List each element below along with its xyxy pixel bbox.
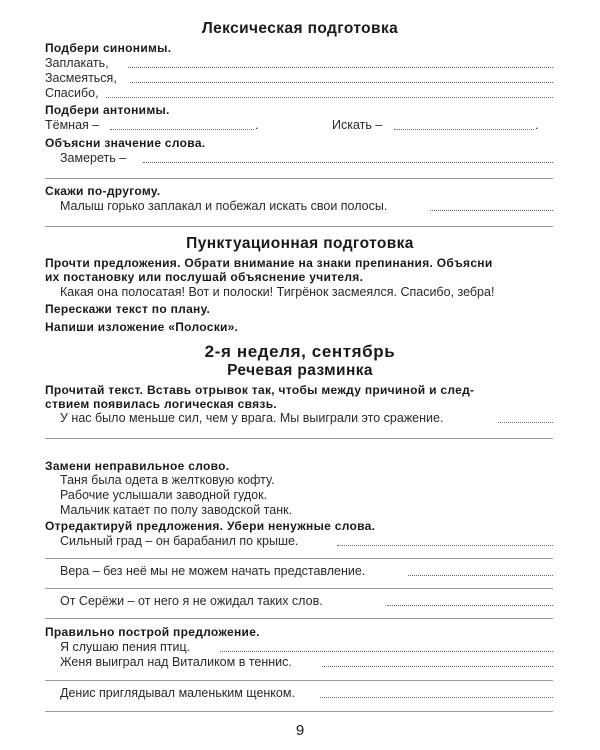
- rephrase-instruction: Скажи по-другому.: [45, 184, 161, 198]
- edit-sentence: Вера – без неё мы не можем начать представление.: [60, 564, 366, 578]
- answer-line[interactable]: [128, 67, 553, 68]
- antonym-dot: .: [535, 118, 539, 132]
- answer-line[interactable]: [322, 666, 553, 667]
- antonyms-instruction: Подбери антонимы.: [45, 103, 170, 117]
- meaning-word: Замереть –: [60, 151, 127, 165]
- construct-sentence: Денис приглядывал маленьким щенком.: [60, 686, 295, 700]
- edit-sentence: От Серёжи – от него я не ожидал таких слов.: [60, 594, 323, 608]
- answer-line[interactable]: [498, 422, 553, 423]
- answer-line[interactable]: [430, 210, 553, 211]
- punctuation-instruction: Прочти предложения. Обрати внимание на знаки препинания. Объясни: [45, 256, 493, 270]
- answer-line[interactable]: [220, 651, 553, 652]
- answer-line[interactable]: [387, 605, 553, 606]
- answer-line[interactable]: [143, 162, 553, 163]
- answer-line[interactable]: [45, 438, 553, 439]
- synonym-word: Заплакать,: [45, 56, 109, 70]
- construct-sentence: Женя выиграл над Виталиком в теннис.: [60, 655, 292, 669]
- retell-instruction: Перескажи текст по плану.: [45, 302, 211, 316]
- meaning-instruction: Объясни значение слова.: [45, 136, 206, 150]
- punctuation-sentences: Какая она полосатая! Вот и полоски! Тигрёнок засмеялся. Спасибо, зебра!: [60, 285, 495, 299]
- synonym-word: Спасибо,: [45, 86, 99, 100]
- answer-line[interactable]: [130, 82, 553, 83]
- answer-line[interactable]: [45, 711, 553, 712]
- replace-sentence: Рабочие услышали заводной гудок.: [60, 488, 268, 502]
- construct-sentence: Я слушаю пения птиц.: [60, 640, 191, 654]
- answer-line[interactable]: [320, 697, 553, 698]
- answer-line[interactable]: [45, 558, 553, 559]
- edit-instruction: Отредактируй предложения. Убери ненужные слова.: [45, 519, 376, 533]
- answer-line[interactable]: [45, 618, 553, 619]
- lexical-section-title: Лексическая подготовка: [201, 20, 399, 37]
- answer-line[interactable]: [337, 545, 553, 546]
- answer-line[interactable]: [45, 680, 553, 681]
- answer-line[interactable]: [408, 575, 553, 576]
- insert-sentence: У нас было меньше сил, чем у врага. Мы выиграли это сражение.: [60, 411, 444, 425]
- antonym-word-left: Тёмная –: [45, 118, 100, 132]
- insert-instruction: ствием появилась логическая связь.: [45, 397, 278, 411]
- answer-line[interactable]: [106, 97, 553, 98]
- answer-line[interactable]: [45, 178, 553, 179]
- antonym-word-right: Искать –: [332, 118, 383, 132]
- synonym-word: Засмеяться,: [45, 71, 117, 85]
- answer-line[interactable]: [45, 588, 553, 589]
- construct-instruction: Правильно построй предложение.: [45, 625, 260, 639]
- punctuation-section-title: Пунктуационная подготовка: [186, 235, 414, 252]
- week-subtitle: Речевая разминка: [227, 362, 373, 379]
- rephrase-sentence: Малыш горько заплакал и побежал искать свои полосы.: [60, 199, 388, 213]
- synonyms-instruction: Подбери синонимы.: [45, 41, 172, 55]
- week-title: 2-я неделя, сентябрь: [204, 342, 396, 361]
- answer-line[interactable]: [45, 226, 553, 227]
- answer-line[interactable]: [394, 129, 534, 130]
- punctuation-instruction: их постановку или послушай объяснение учителя.: [45, 270, 364, 284]
- page-number: 9: [295, 722, 305, 739]
- edit-sentence: Сильный град – он барабанил по крыше.: [60, 534, 299, 548]
- antonym-dot: .: [255, 118, 259, 132]
- replace-sentence: Таня была одета в желтковую кофту.: [60, 473, 275, 487]
- answer-line[interactable]: [110, 129, 254, 130]
- insert-instruction: Прочитай текст. Вставь отрывок так, чтобы между причиной и след-: [45, 383, 475, 397]
- summary-instruction: Напиши изложение «Полоски».: [45, 320, 239, 334]
- replace-sentence: Мальчик катает по полу заводской танк.: [60, 503, 293, 517]
- replace-instruction: Замени неправильное слово.: [45, 459, 230, 473]
